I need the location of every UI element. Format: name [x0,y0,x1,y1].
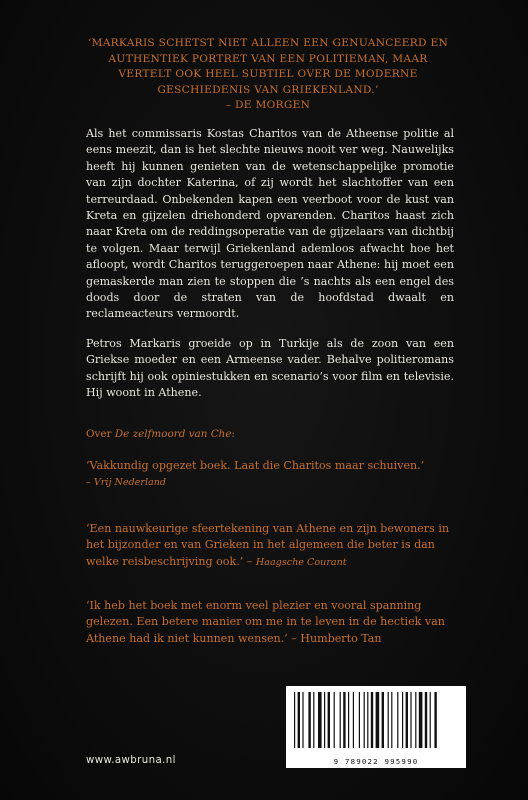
barcode-bar [343,692,345,748]
barcode-bar [328,692,330,748]
barcode-bar [313,692,314,748]
pull-quote [84,36,452,114]
barcode-bar [294,692,295,748]
synopsis: Als het commissaris Kostas Charitos van de Atheense politie al eens meezit, dan is het slechte nieuws nooit ver weg. Nauwelijks heeft hij kunnen genieten van de wetenschappelijke promotie van zijn dochter Katerina, of zij wordt het slachtoffer van een terreurdaad. Onbekenden kapen een veerboot voor de kust van Kreta en gijzelen driehonderd opvarenden. Charitos haast zich naar Kreta om de reddingsoperatie van de gijzelaars van dichtbij te volgen. Maar terwijl Griekenland ademloos afwacht hoe het afloopt, wordt Charitos teruggeroepen naar Athene: hij moet een gemaskerde man zien te stoppen die ’s nachts als een engel des doods door de straten van de hoofdstad dwaalt en reclameacteurs vermoordt. [86,127,454,321]
review-heading [86,428,235,440]
isbn-digits: 9 789022 995990 [333,757,419,766]
barcode-bar [410,692,411,748]
review-quote [86,521,456,571]
barcode-bar [388,692,389,748]
barcode-bar [415,692,416,748]
barcode-bar [302,692,303,748]
review-heading-suffix: : [231,428,236,440]
barcode-bar [406,692,408,748]
barcode-bar [348,692,349,748]
barcode-bar [376,692,380,748]
isbn-barcode [286,686,466,768]
barcode-bar [364,692,365,748]
review-quote [86,458,456,492]
barcode-bar [318,692,322,748]
barcode-bar [324,692,325,748]
barcode-bar [340,692,341,748]
barcode-bar [397,692,398,748]
review-quote-text: ‘Een nauwkeurige sfeertekening van Athene en zijn bewoners in het bijzonder en van Grieken in het algemeen die beter is dan welke reisbeschrijving ook.’ – [86,522,450,568]
barcode-bars [292,692,460,748]
barcode-bar [308,692,310,748]
barcode-bar [359,692,360,748]
barcode-bar [367,692,368,748]
review-quote-dash: – [86,477,94,489]
review-heading-prefix: Over [86,428,115,440]
review-quote-source: Haagsche Courant [255,556,347,568]
pull-quote-source: – DE MORGEN [225,99,311,112]
review-quote-text: ‘Ik heb het boek met enorm veel plezier en vooral spanning gelezen. Een betere manier om me in te leven in de hectiek van Athene had ik niet kunnen wensen.’ – Humberto Tan [86,599,445,645]
barcode-bar [371,692,373,748]
barcode-bar [382,692,384,748]
barcode-bar [298,692,300,748]
review-quote-source: Vrij Nederland [93,477,167,489]
review-quote [86,598,456,647]
barcode-bar [419,692,423,748]
barcode-bar [430,692,431,748]
author-bio: Petros Markaris groeide op in Turkije als de zoon van een Griekse moeder en een Armeense vader. Behalve politieromans schrijft hij ook opiniestukken en scenario’s voor film en televisie. Hij woont in Athene. [86,337,454,400]
review-heading-title: De zelfmoord van Che [114,428,232,440]
barcode-bar [334,692,335,748]
barcode-bar [402,692,403,748]
barcode-bar [391,692,392,748]
barcode-bar [434,692,436,748]
barcode-bar [353,692,354,748]
pull-quote-text: ‘MARKARIS SCHETST NIET ALLEEN EEN GENUANCEERD EN AUTHENTIEK PORTRET VAN EEN POLITIEMAN, MAAR VERTELT OOK HEEL SUBTIEL OVER DE MODERNE GESCHIEDENIS VAN GRIEKENLAND.’ [87,37,449,96]
barcode-bar [425,692,427,748]
review-quote-text: ‘Vakkundig opgezet boek. Laat die Charitos maar schuiven.’ [86,459,425,472]
publisher-website: www.awbruna.nl [86,755,176,766]
